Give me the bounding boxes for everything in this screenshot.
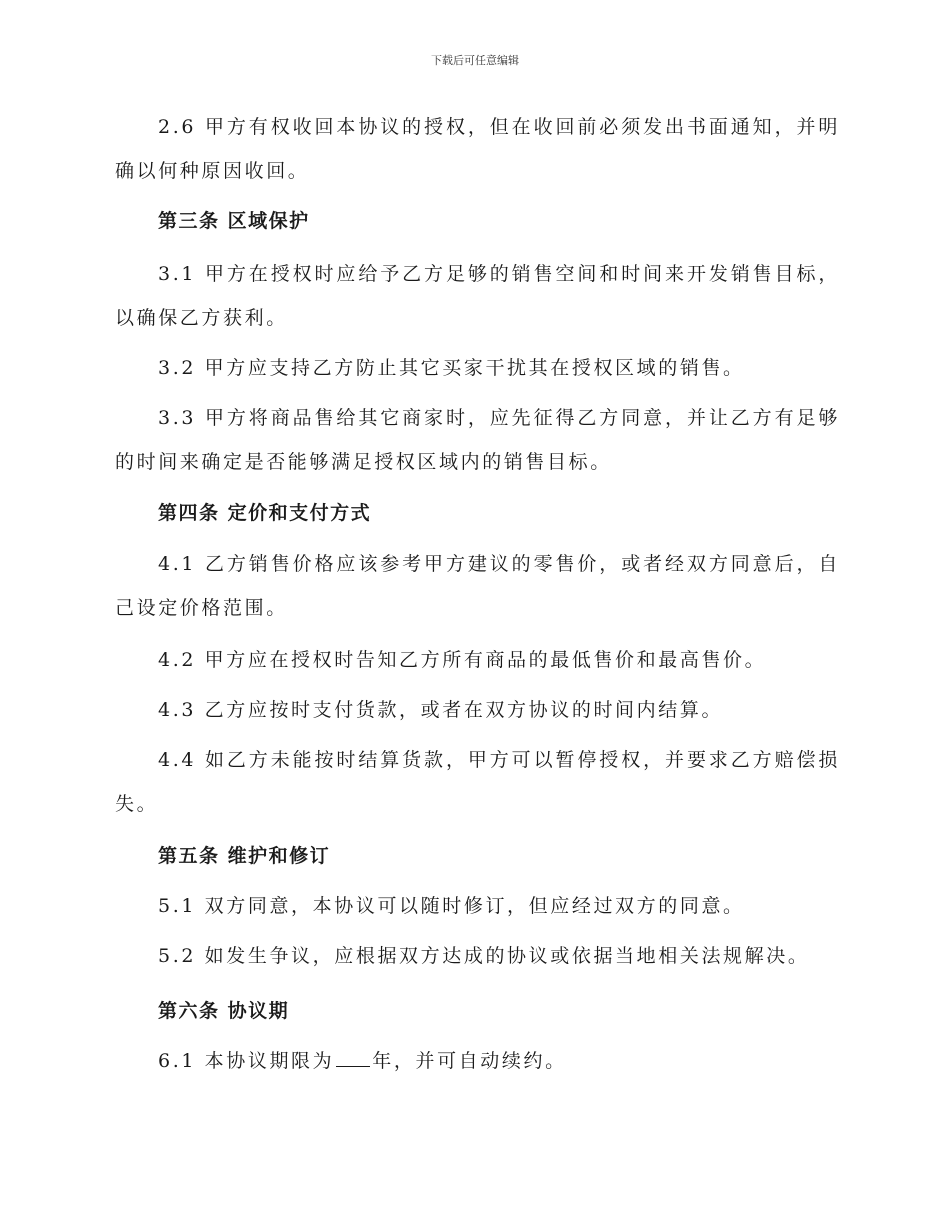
clause-4-1: 4.1 乙方销售价格应该参考甲方建议的零售价，或者经双方同意后，自己设定价格范围。: [115, 553, 840, 619]
clause-6-1-text-start: 6.1 本协议期限为: [158, 1050, 335, 1072]
article-4-heading: 第四条 定价和支付方式: [158, 502, 372, 524]
clause-6-1: [115, 1039, 840, 1083]
clause-6-1-text-end: 年，并可自动续约。: [372, 1050, 567, 1072]
clause-3-2: 3.2 甲方应支持乙方防止其它买家干扰其在授权区域的销售。: [158, 357, 745, 379]
clause-3-1: 3.1 甲方在授权时应给予乙方足够的销售空间和时间来开发销售目标，以确保乙方获利。: [115, 263, 840, 329]
clause-4-3: 4.3 乙方应按时支付货款，或者在双方协议的时间内结算。: [158, 699, 724, 721]
article-6-heading: 第六条 协议期: [158, 1000, 290, 1022]
article-3-heading: 第三条 区域保护: [158, 210, 310, 232]
page-header: 下载后可任意编辑: [431, 54, 519, 67]
clause-5-1: 5.1 双方同意，本协议可以随时修订，但应经过双方的同意。: [158, 895, 745, 917]
clause-3-3: 3.3 甲方将商品售给其它商家时，应先征得乙方同意，并让乙方有足够的时间来确定是否能够满足授权区域内的销售目标。: [115, 407, 840, 473]
clause-2-6: 2.6 甲方有权收回本协议的授权，但在收回前必须发出书面通知，并明确以何种原因收回。: [115, 116, 840, 182]
article-5-heading: 第五条 维护和修订: [158, 845, 331, 867]
clause-5-2: 5.2 如发生争议，应根据双方达成的协议或依据当地相关法规解决。: [158, 945, 810, 967]
term-years-blank: [336, 1048, 370, 1067]
clause-4-2: 4.2 甲方应在授权时告知乙方所有商品的最低售价和最高售价。: [158, 649, 767, 671]
clause-4-4: 4.4 如乙方未能按时结算货款，甲方可以暂停授权，并要求乙方赔偿损失。: [115, 749, 840, 815]
